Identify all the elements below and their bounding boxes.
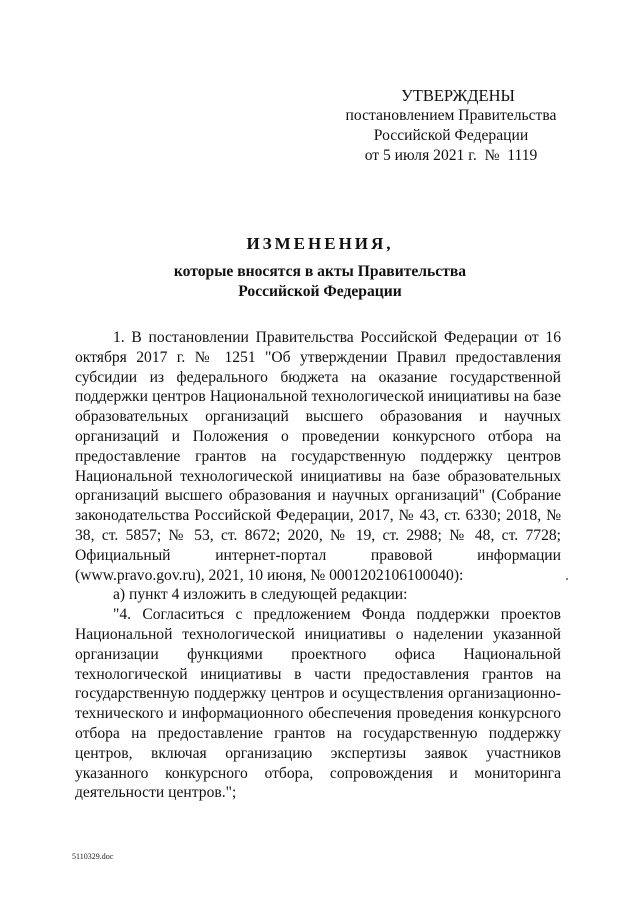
approval-line-1: постановлением Правительства — [345, 107, 557, 124]
body-paragraph-1: 1. В постановлении Правительства Российской Федерации от 16 октября 2017 г. № 1251 "Об утверждении Правил предоставления субсидии из федерального бюджета на оказание государственной поддержки центров Национальной технологической инициативы на базе образовательных организаций высшего образования и научных организаций и Положения о проведении конкурсного отбора на предоставление грантов на государственную поддержку центров Национальной технологической инициативы на базе образовательных организаций высшего образования и научных организаций" (Собрание законодательства Российской Федерации, 2017, № 43, ст. 6330; 2018, № 38, ст. 5857; № 53, ст. 8672; 2020, № 19, ст. 2988; № 48, ст. 7728; Официальный интернет-портал правовой информации (www.pravo.gov.ru), 2021, 10 июня, № 0001202106100040): — [75, 329, 561, 584]
subheading-line-2: Российской Федерации — [238, 283, 402, 300]
document-subheading — [140, 262, 500, 302]
approval-number-sign: № — [484, 147, 500, 164]
approval-stamp — [340, 86, 562, 166]
document-heading: ИЗМЕНЕНИЯ, — [246, 234, 394, 253]
approval-number: 1119 — [507, 147, 538, 164]
approval-line-2: Российской Федерации — [373, 127, 529, 144]
footer-filename: 5110329.doc — [72, 852, 114, 861]
body-paragraph-3: "4. Согласиться с предложением Фонда поддержки проектов Национальной технологической инициативы о наделении указанной организации функциями проектного офиса Национальной технологической инициативы в части предоставления грантов на государственную поддержку центров и осуществления организационно-технического и информационного обеспечения проведения конкурсного отбора на предоставление грантов на государственную поддержку центров, включая организацию экспертизы заявок участников указанного конкурсного отбора, сопровождения и мониторинга деятельности центров."; — [75, 606, 561, 802]
subheading-line-1: которые вносятся в акты Правительства — [173, 263, 467, 280]
document-body — [75, 328, 561, 803]
approval-date: от 5 июля 2021 г. — [364, 147, 477, 164]
body-paragraph-2: а) пункт 4 изложить в следующей редакции: — [113, 586, 408, 604]
approval-date-line — [340, 146, 562, 166]
scan-speck — [566, 578, 568, 580]
approval-title: УТВЕРЖДЕНЫ — [401, 86, 515, 105]
